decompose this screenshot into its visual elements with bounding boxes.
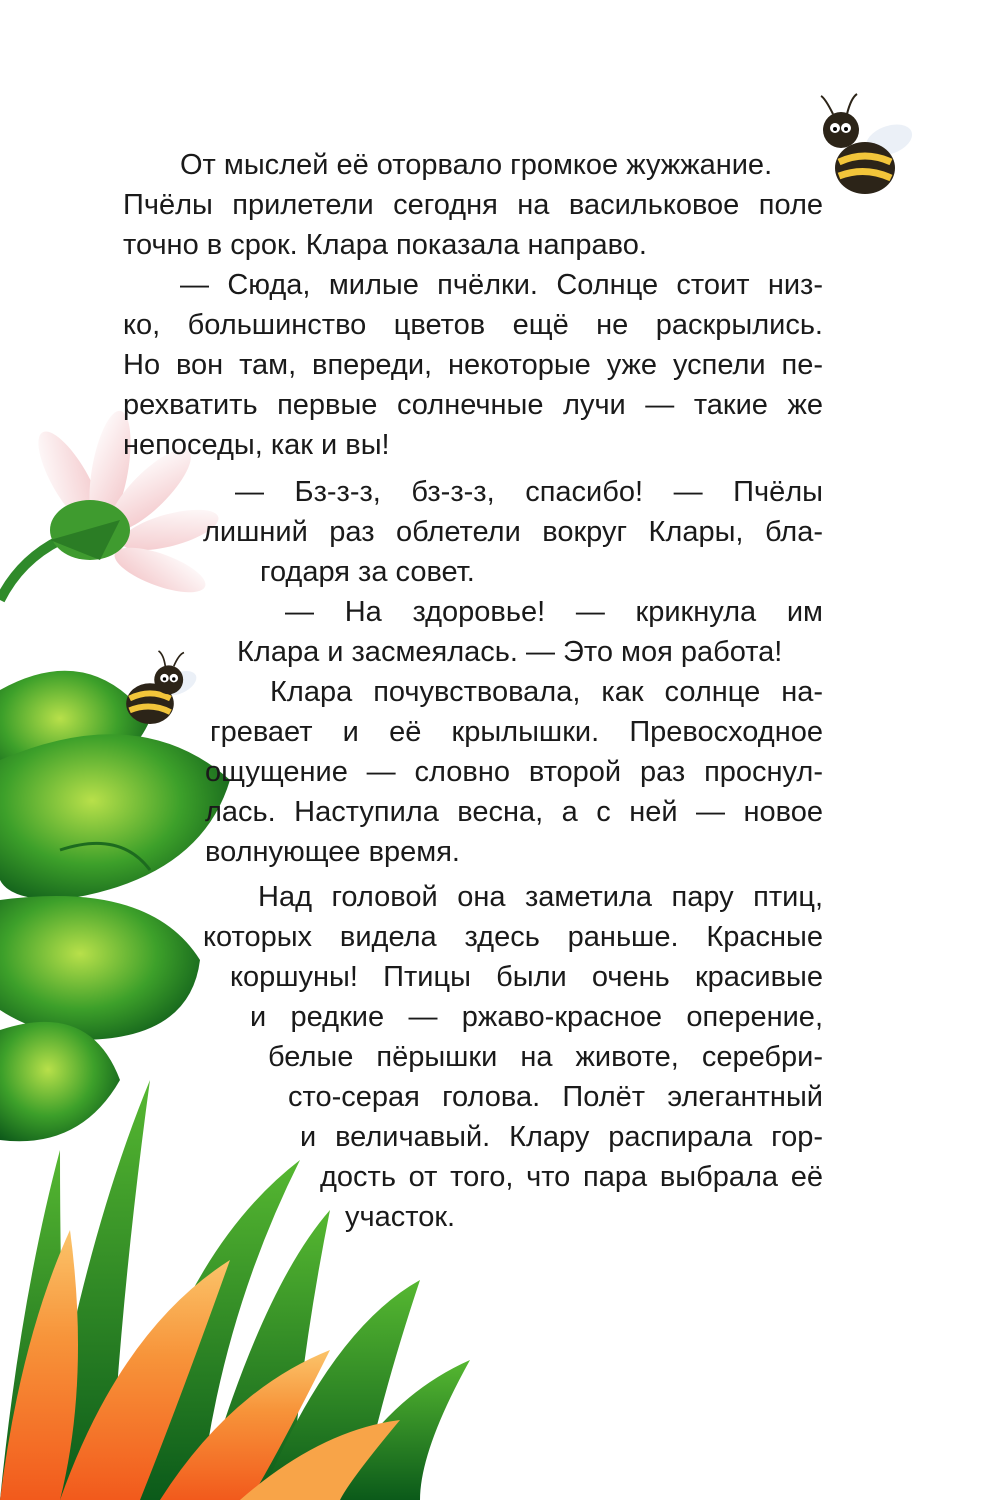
text-line: белые пёрышки на животе, серебри- <box>268 1041 823 1073</box>
text-line: лась. Наступила весна, а с ней — новое <box>205 796 823 828</box>
text-line: годаря за совет. <box>260 556 475 588</box>
text-line: Клара и засмеялась. — Это моя работа! <box>237 636 783 668</box>
text-line: Пчёлы прилетели сегодня на васильковое поле <box>123 189 823 221</box>
text-line: ощущение — словно второй раз проснул- <box>205 756 823 788</box>
text-line: — Сюда, милые пчёлки. Солнце стоит низ- <box>180 269 823 301</box>
leaves-icon <box>0 671 230 1141</box>
text-line: Над головой она заметила пару птиц, <box>258 881 823 913</box>
bee-icon <box>821 94 916 194</box>
text-line: непоседы, как и вы! <box>123 429 390 461</box>
text-line: коршуны! Птицы были очень красивые <box>230 961 823 993</box>
text-line: точно в срок. Клара показала направо. <box>123 229 647 261</box>
text-line: гревает и её крылышки. Превосходное <box>210 716 823 748</box>
text-line: ко, большинство цветов ещё не раскрылись. <box>123 309 823 341</box>
text-line: и величавый. Клару распирала гор- <box>300 1121 823 1153</box>
text-line: От мыслей её оторвало громкое жужжание. <box>180 149 773 181</box>
text-line: сто-серая голова. Полёт элегантный <box>288 1081 823 1113</box>
text-line: Но вон там, впереди, некоторые уже успели пе- <box>123 349 823 381</box>
text-line: участок. <box>345 1201 456 1233</box>
text-line: и редкие — ржаво-красное оперение, <box>250 1001 823 1033</box>
bee-icon <box>126 651 200 724</box>
text-line: рехватить первые солнечные лучи — такие же <box>123 389 823 421</box>
text-line: которых видела здесь раньше. Красные <box>203 921 823 953</box>
text-line: Клара почувствовала, как солнце на- <box>270 676 823 708</box>
text-line: волнующее время. <box>205 836 460 868</box>
text-line: — На здоровье! — крикнула им <box>285 596 823 628</box>
text-line: лишний раз облетели вокруг Клары, бла- <box>203 516 823 548</box>
text-line: — Бз-з-з, бз-з-з, спасибо! — Пчёлы <box>235 476 823 508</box>
text-line: дость от того, что пара выбрала её <box>320 1161 823 1193</box>
